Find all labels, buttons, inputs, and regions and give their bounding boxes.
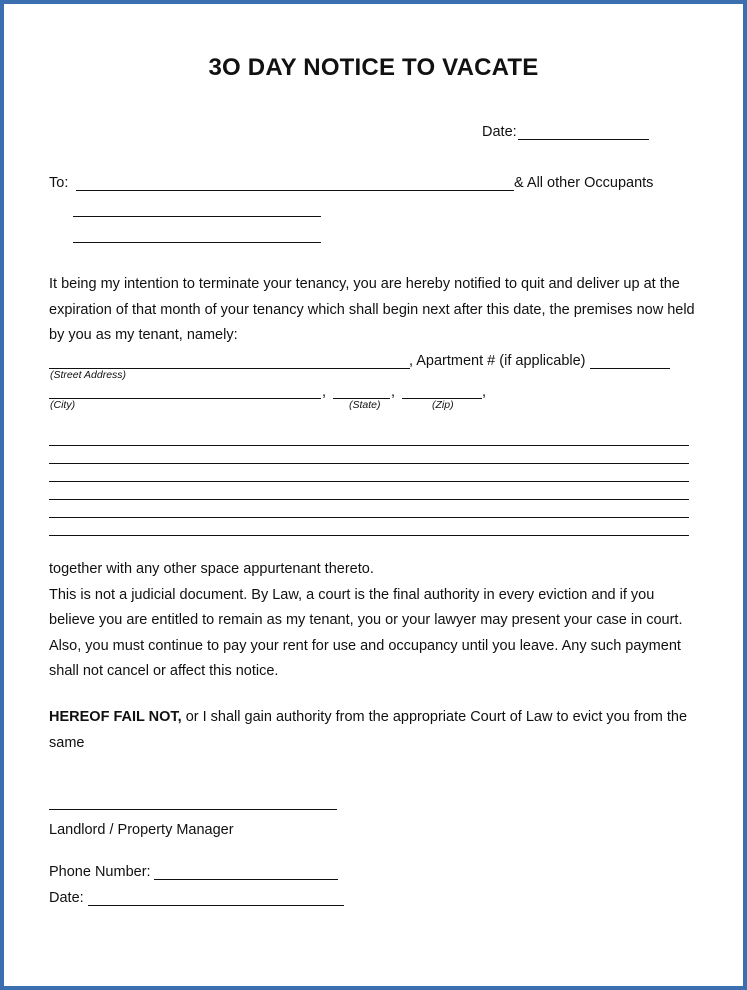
- body-line-2: This is not a judicial document. By Law, a court is the final authority in every eviction and if you: [49, 586, 655, 603]
- description-line-4[interactable]: [49, 499, 689, 500]
- apartment-field-line[interactable]: [590, 368, 670, 369]
- description-line-5[interactable]: [49, 517, 689, 518]
- description-line-6[interactable]: [49, 535, 689, 536]
- signature-date-label: Date:: [49, 890, 84, 906]
- intro-line-2: expiration of that month of your tenancy which shall begin next after this date, the premises now held: [49, 301, 695, 318]
- description-line-1[interactable]: [49, 445, 689, 446]
- to-address-line-2[interactable]: [73, 242, 321, 243]
- intro-line-1: It being my intention to terminate your tenancy, you are hereby notified to quit and deliver up at the: [49, 276, 680, 292]
- signature-role: Landlord / Property Manager: [49, 822, 234, 838]
- body-paragraph: [49, 557, 709, 685]
- city-caption: (City): [50, 399, 76, 411]
- intro-paragraph: [49, 272, 709, 349]
- state-comma: ,: [391, 384, 396, 400]
- phone-label: Phone Number:: [49, 864, 151, 880]
- apartment-label: , Apartment # (if applicable): [409, 353, 586, 369]
- city-comma: ,: [322, 384, 327, 400]
- signature-line[interactable]: [49, 809, 337, 810]
- hereof-bold: HEREOF FAIL NOT,: [49, 709, 182, 725]
- city-field-line[interactable]: [49, 398, 321, 399]
- zip-caption: (Zip): [432, 399, 454, 411]
- signature-date-field-line[interactable]: [88, 905, 344, 906]
- page-title: 3O DAY NOTICE TO VACATE: [208, 54, 539, 81]
- hereof-paragraph: [49, 705, 709, 756]
- hereof-line-2: same: [49, 734, 85, 751]
- phone-field-line[interactable]: [154, 879, 338, 880]
- zip-comma: ,: [482, 384, 487, 400]
- body-line-1: together with any other space appurtenant thereto.: [49, 561, 374, 577]
- body-line-3: believe you are entitled to remain as my tenant, you or your lawyer may present your case in court.: [49, 612, 683, 628]
- occupants-text: & All other Occupants: [514, 175, 654, 191]
- to-field-line[interactable]: [76, 190, 514, 191]
- to-label: To:: [49, 175, 69, 191]
- state-caption: (State): [349, 399, 381, 411]
- document-page: [4, 4, 743, 986]
- intro-line-3: by you as my tenant, namely:: [49, 327, 238, 343]
- date-label: Date:: [482, 124, 517, 140]
- street-address-caption: (Street Address): [50, 369, 127, 381]
- description-line-3[interactable]: [49, 481, 689, 482]
- hereof-rest: or I shall gain authority from the appropriate Court of Law to evict you from the: [181, 709, 688, 725]
- description-line-2[interactable]: [49, 463, 689, 464]
- body-line-5: shall not cancel or affect this notice.: [49, 663, 279, 679]
- hereof-line-1: [49, 705, 709, 731]
- to-address-line-1[interactable]: [73, 216, 321, 217]
- date-field-line[interactable]: [518, 139, 649, 140]
- body-line-4: Also, you must continue to pay your rent for use and occupancy until you leave. Any such payment: [49, 637, 681, 654]
